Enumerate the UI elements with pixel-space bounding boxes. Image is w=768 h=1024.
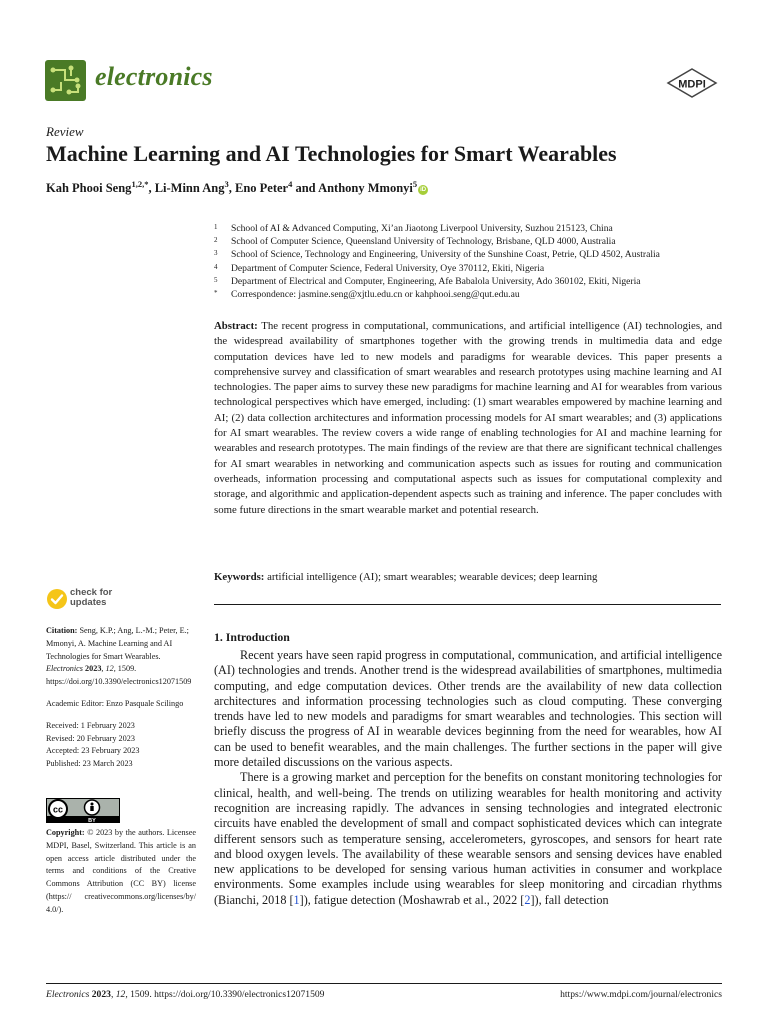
- author-name[interactable]: Kah Phooi Seng: [46, 181, 132, 196]
- paragraph-text: There is a growing market and perception for the benefits on constant monitoring technologies for clinical, health, and well-being. The trends on utilizing wearables for health monitoring and activity recognition are increasing rapidly. The advances in sensing technologies and integrated electronic circuits have enabled the development of small and compact sophisticated devices which can integrate different sensors such as temperature sensing, accelerometers, gyroscopes, and sensors for heart rate and blood oxygen levels. The availability of these wearable sensors and sensing devices have enabled new applications to be developed for sensing various human activities in consumer and workplace environments. Some examples include using wearables for sleep monitoring and circadian rhythms (Bianchi, 2018 [: [214, 770, 722, 907]
- footer-volume: 12: [115, 989, 126, 1000]
- footer-journal-url[interactable]: https://www.mdpi.com/journal/electronics: [560, 989, 722, 1000]
- article-title: Machine Learning and AI Technologies for Smart Wearables: [46, 141, 617, 166]
- affiliation-number: 3: [214, 249, 218, 258]
- copyright-label: Copyright:: [46, 828, 85, 837]
- citation-year: 2023: [82, 664, 102, 674]
- paragraph: [214, 770, 722, 908]
- affiliation-item: [214, 248, 660, 261]
- check-for-updates-button[interactable]: [46, 587, 166, 613]
- author-sep: ,: [148, 181, 155, 196]
- author-list: [46, 179, 428, 196]
- affiliation-item: [214, 235, 660, 248]
- citation-volume: 12: [105, 664, 114, 674]
- citation-sep: ,: [101, 664, 106, 674]
- author-affil-sup: 4: [288, 179, 293, 189]
- revised-date: Revised: 20 February 2023: [46, 733, 135, 743]
- body-text: [214, 648, 722, 908]
- abstract-label: Abstract:: [214, 320, 258, 332]
- sidebar-metadata: [46, 625, 196, 771]
- check-for-updates-icon: [46, 588, 68, 610]
- copyright-notice: [46, 827, 196, 917]
- affiliation-text: Department of Computer Science, Federal University, Oye 370112, Ekiti, Nigeria: [231, 262, 545, 274]
- check-line1: check for: [70, 587, 113, 598]
- published-date: Published: 23 March 2023: [46, 759, 133, 769]
- affiliation-text: School of Science, Technology and Engineering, University of the Sunshine Coast, Petrie, QLD 4502, Australia: [231, 249, 660, 261]
- affiliation-number: 5: [214, 275, 218, 284]
- paragraph-text: ]), fatigue detection (Moshawrab et al., 2022 [: [299, 892, 525, 907]
- copyright-text: © 2023 by the authors. Licensee MDPI, Basel, Switzerland. This article is an open access article distributed under the terms and conditions of the Creative Commons Attribution (CC BY) license (https:// creativecommons.org/licenses/by/ 4.0/).: [46, 828, 196, 914]
- abstract: [214, 319, 722, 518]
- svg-text:cc: cc: [52, 804, 64, 815]
- footer-doi[interactable]: , 1509. https://doi.org/10.3390/electronics12071509: [125, 989, 325, 1000]
- footer-year: 2023: [89, 989, 111, 1000]
- affiliation-number: 4: [214, 262, 218, 271]
- keywords-text: artificial intelligence (AI); smart wearables; wearable devices; deep learning: [264, 571, 598, 583]
- abstract-text: The recent progress in computational, communications, and artificial intelligence (AI) technologies, and the widespread availability of smartphones together with the growing trends in multimedia data and edge computation devices have led to new models and paradigms for wearable devices. This paper presents a comprehensive survey and classification of smart wearables and research prototypes using machine learning and AI technologies. The paper aims to survey these new paradigms for machine learning and AI for wearables from various technological perspectives which have emerged, including: (1) smart wearables empowered by machine learning and AI; (2) data collection architectures and information processing models for AI smart wearables; and (3) applications for AI smart wearables. The review covers a wide range of enabling technologies for AI and machine learning for wearables and research prototypes. The main findings of the review are that there are significant technical challenges for AI smart wearables in networking and communication aspects such as issues for routing and communication overheads, information processing and computational aspects such as issues for computational complexity and storage, and algorithmic and application-dependent aspects such as training and inference. The paper concludes with some future directions in the smart wearable market and potential research.: [214, 320, 722, 516]
- cc-badge-text: BY: [88, 817, 96, 823]
- correspondence-text[interactable]: Correspondence: jasmine.seng@xjtlu.edu.cn or kahphooi.seng@qut.edu.au: [231, 289, 520, 301]
- divider: [214, 604, 721, 605]
- reference-link[interactable]: 1: [293, 892, 300, 907]
- affiliation-item: [214, 222, 660, 235]
- orcid-icon[interactable]: iD: [420, 187, 427, 194]
- citation-doi[interactable]: , 1509. https://doi.org/10.3390/electronics12071509: [46, 664, 192, 687]
- check-line2: updates: [70, 597, 107, 608]
- mdpi-logo-icon: [666, 67, 718, 99]
- section-heading: 1. Introduction: [214, 630, 290, 644]
- journal-logo-icon: [45, 60, 86, 101]
- paragraph: Recent years have seen rapid progress in computational, communication, and artificial intelligence (AI) technologies and trends. Another trend is the widespread availabilities of smartphones, multimedia computing, and edge computation devices. Other trends are the availability of new data collection architectures and information processing technologies such as cloud computing. These converging trends have led to new models and paradigms for smart wearables and technologies. This section will briefly discuss the progress of AI in wearable devices beginning from the need for wearables, how AI can be used to benefit wearables, and the main challenges. The further sections in the paper will give more detailed discussions on the various aspects.: [214, 648, 722, 770]
- author-name[interactable]: Li-Minn Ang: [154, 181, 225, 196]
- affiliation-list: [214, 222, 660, 301]
- received-date: Received: 1 February 2023: [46, 720, 135, 730]
- paragraph-text: ]), fall detection: [530, 892, 609, 907]
- author-name[interactable]: Anthony Mmonyi: [318, 181, 413, 196]
- citation-label: Citation:: [46, 626, 78, 635]
- author-sep: and: [292, 181, 319, 196]
- affiliation-text: Department of Electrical and Computer, Engineering, Afe Babalola University, Ado 360102, Ekiti, Nigeria: [231, 275, 641, 287]
- author-sep: ,: [228, 181, 235, 196]
- check-for-updates-label: [70, 588, 112, 608]
- author-affil-sup: 3: [224, 179, 229, 189]
- author-affil-sup: 1,2,*: [131, 179, 149, 189]
- author-name[interactable]: Eno Peter: [235, 181, 289, 196]
- correspondence: [214, 288, 660, 301]
- footer-journal: Electronics: [46, 989, 90, 1000]
- affiliation-text: School of Computer Science, Queensland University of Technology, Brisbane, QLD 4000, Australia: [231, 236, 616, 248]
- footer-sep: ,: [110, 989, 116, 1000]
- article-type: Review: [46, 124, 84, 139]
- reference-link[interactable]: 2: [524, 892, 531, 907]
- keywords: [214, 570, 722, 585]
- affiliation-item: [214, 262, 660, 275]
- accepted-date: Accepted: 23 February 2023: [46, 746, 140, 756]
- author-affil-sup: 5: [412, 179, 418, 189]
- footer-citation: [46, 989, 324, 1000]
- citation: [46, 625, 196, 689]
- academic-editor: Academic Editor: Enzo Pasquale Scilingo: [46, 698, 184, 708]
- cc-by-license-icon[interactable]: [46, 798, 120, 823]
- citation-journal: Electronics: [46, 664, 83, 674]
- mdpi-logo-text: MDPI: [678, 78, 706, 91]
- citation-text: Seng, K.P.; Ang, L.-M.; Peter, E.; Mmonyi, A. Machine Learning and AI Technologies for Smart Wearables.: [46, 626, 189, 661]
- footer-divider: [46, 983, 722, 984]
- affiliation-number: *: [214, 289, 218, 298]
- affiliation-text: School of AI & Advanced Computing, Xi’an Jiaotong Liverpool University, Suzhou 215123, China: [231, 223, 613, 234]
- keywords-label: Keywords:: [214, 571, 265, 583]
- affiliation-item: [214, 275, 660, 288]
- affiliation-number: 2: [214, 236, 218, 245]
- affiliation-number: 1: [214, 223, 218, 231]
- journal-name: electronics: [95, 62, 213, 91]
